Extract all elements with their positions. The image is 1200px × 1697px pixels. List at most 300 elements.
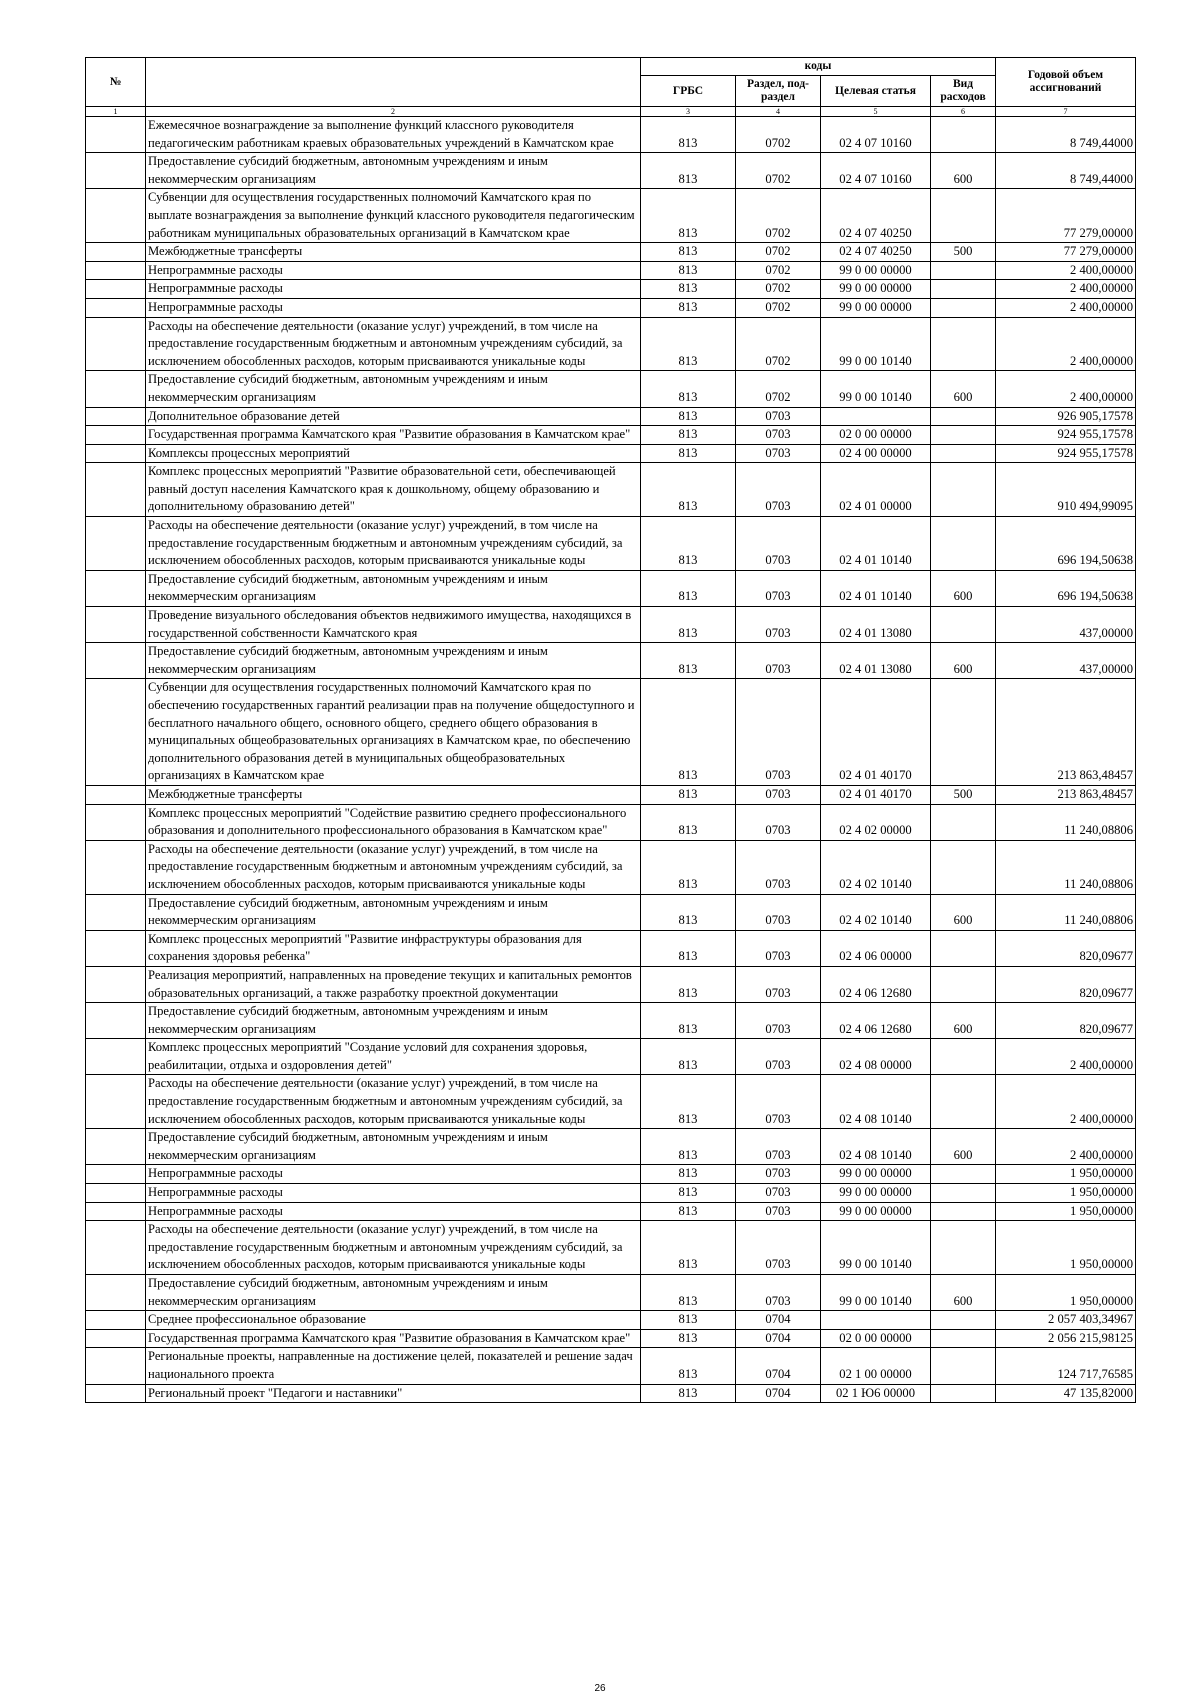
row-name-cell: Предоставление субсидий бюджетным, автономным учреждениям и иным некоммерческим организациям (146, 371, 641, 407)
row-grbs-cell: 813 (641, 1329, 736, 1348)
row-target-cell: 02 4 08 10140 (821, 1075, 931, 1129)
row-number-cell (86, 261, 146, 280)
row-name-cell: Предоставление субсидий бюджетным, автономным учреждениям и иным некоммерческим организациям (146, 894, 641, 930)
row-section-cell: 0703 (736, 1039, 821, 1075)
row-exp-type-cell (931, 261, 996, 280)
row-exp-type-cell (931, 1221, 996, 1275)
row-grbs-cell: 813 (641, 1311, 736, 1330)
row-amount-cell: 213 863,48457 (996, 679, 1136, 786)
row-section-cell: 0702 (736, 189, 821, 243)
column-number: 3 (641, 107, 736, 117)
row-target-cell: 02 1 Ю6 00000 (821, 1384, 931, 1403)
row-exp-type-cell (931, 1329, 996, 1348)
table-row (86, 117, 1136, 153)
table-row (86, 243, 1136, 262)
row-name-cell: Непрограммные расходы (146, 1202, 641, 1221)
row-number-cell (86, 607, 146, 643)
row-section-cell: 0703 (736, 444, 821, 463)
header-exp-type: Вид расходов (931, 76, 996, 107)
row-number-cell (86, 407, 146, 426)
row-number-cell (86, 117, 146, 153)
row-amount-cell: 437,00000 (996, 643, 1136, 679)
row-number-cell (86, 894, 146, 930)
row-amount-cell: 2 400,00000 (996, 280, 1136, 299)
row-name-cell: Непрограммные расходы (146, 261, 641, 280)
row-name-cell: Ежемесячное вознаграждение за выполнение функций классного руководителя педагогическим работникам краевых образовательных учреждений в Камчатском крае (146, 117, 641, 153)
table-row (86, 607, 1136, 643)
row-grbs-cell: 813 (641, 243, 736, 262)
row-section-cell: 0703 (736, 930, 821, 966)
column-number: 6 (931, 107, 996, 117)
row-number-cell (86, 189, 146, 243)
row-amount-cell: 124 717,76585 (996, 1348, 1136, 1384)
row-target-cell: 02 1 00 00000 (821, 1348, 931, 1384)
row-grbs-cell: 813 (641, 1348, 736, 1384)
row-target-cell: 99 0 00 00000 (821, 1202, 931, 1221)
row-target-cell: 02 4 01 40170 (821, 785, 931, 804)
row-name-cell: Комплекс процессных мероприятий "Развитие инфраструктуры образования для сохранения здоровья ребенка" (146, 930, 641, 966)
row-number-cell (86, 1329, 146, 1348)
header-target: Целевая статья (821, 76, 931, 107)
row-grbs-cell: 813 (641, 1202, 736, 1221)
row-grbs-cell: 813 (641, 1129, 736, 1165)
header-name (146, 58, 641, 107)
header-num: № (86, 58, 146, 107)
row-exp-type-cell (931, 1311, 996, 1330)
row-exp-type-cell (931, 426, 996, 445)
row-section-cell: 0703 (736, 1202, 821, 1221)
row-grbs-cell: 813 (641, 426, 736, 445)
row-amount-cell: 924 955,17578 (996, 444, 1136, 463)
row-name-cell: Государственная программа Камчатского края "Развитие образования в Камчатском крае" (146, 1329, 641, 1348)
row-section-cell: 0703 (736, 643, 821, 679)
row-target-cell: 02 0 00 00000 (821, 426, 931, 445)
row-target-cell: 02 4 01 00000 (821, 463, 931, 517)
row-name-cell: Комплексы процессных мероприятий (146, 444, 641, 463)
row-number-cell (86, 679, 146, 786)
row-exp-type-cell (931, 444, 996, 463)
row-grbs-cell: 813 (641, 930, 736, 966)
column-number: 4 (736, 107, 821, 117)
row-section-cell: 0703 (736, 426, 821, 445)
row-number-cell (86, 1348, 146, 1384)
row-exp-type-cell (931, 679, 996, 786)
table-row (86, 426, 1136, 445)
row-target-cell: 02 4 01 10140 (821, 517, 931, 571)
row-number-cell (86, 298, 146, 317)
row-exp-type-cell (931, 1384, 996, 1403)
row-amount-cell: 11 240,08806 (996, 894, 1136, 930)
row-exp-type-cell (931, 463, 996, 517)
row-section-cell: 0703 (736, 1184, 821, 1203)
row-amount-cell: 696 194,50638 (996, 517, 1136, 571)
row-section-cell: 0703 (736, 407, 821, 426)
row-grbs-cell: 813 (641, 1184, 736, 1203)
table-row (86, 1165, 1136, 1184)
row-number-cell (86, 1311, 146, 1330)
row-target-cell: 02 4 08 00000 (821, 1039, 931, 1075)
table-row (86, 1003, 1136, 1039)
row-grbs-cell: 813 (641, 1384, 736, 1403)
column-number: 2 (146, 107, 641, 117)
table-row (86, 1202, 1136, 1221)
table-row (86, 679, 1136, 786)
row-exp-type-cell (931, 189, 996, 243)
row-number-cell (86, 153, 146, 189)
row-target-cell: 02 4 07 40250 (821, 243, 931, 262)
row-name-cell: Региональные проекты, направленные на достижение целей, показателей и решение задач национального проекта (146, 1348, 641, 1384)
row-number-cell (86, 570, 146, 606)
row-exp-type-cell: 600 (931, 894, 996, 930)
row-target-cell: 02 4 02 10140 (821, 840, 931, 894)
column-number: 1 (86, 107, 146, 117)
row-exp-type-cell (931, 1348, 996, 1384)
row-exp-type-cell (931, 407, 996, 426)
row-section-cell: 0703 (736, 517, 821, 571)
table-row (86, 153, 1136, 189)
table-row (86, 444, 1136, 463)
row-name-cell: Расходы на обеспечение деятельности (оказание услуг) учреждений, в том числе на предоставление государственным бюджетным и автономным учреждениям субсидий, за исключением обособленных расходов, которым присваиваются уникальные коды (146, 840, 641, 894)
row-number-cell (86, 1184, 146, 1203)
row-grbs-cell: 813 (641, 785, 736, 804)
table-header (86, 58, 1136, 117)
row-amount-cell: 8 749,44000 (996, 153, 1136, 189)
row-amount-cell: 1 950,00000 (996, 1275, 1136, 1311)
row-section-cell: 0703 (736, 1221, 821, 1275)
row-section-cell: 0703 (736, 607, 821, 643)
row-number-cell (86, 317, 146, 371)
row-grbs-cell: 813 (641, 280, 736, 299)
row-exp-type-cell (931, 930, 996, 966)
column-number: 5 (821, 107, 931, 117)
row-section-cell: 0702 (736, 243, 821, 262)
row-section-cell: 0702 (736, 153, 821, 189)
page-number: 26 (594, 1683, 606, 1694)
row-name-cell: Предоставление субсидий бюджетным, автономным учреждениям и иным некоммерческим организациям (146, 570, 641, 606)
row-number-cell (86, 930, 146, 966)
row-amount-cell: 77 279,00000 (996, 189, 1136, 243)
row-grbs-cell: 813 (641, 894, 736, 930)
row-target-cell: 02 4 02 00000 (821, 804, 931, 840)
column-number: 7 (996, 107, 1136, 117)
row-name-cell: Расходы на обеспечение деятельности (оказание услуг) учреждений, в том числе на предоставление государственным бюджетным и автономным учреждениям субсидий, за исключением обособленных расходов, которым присваиваются уникальные коды (146, 1221, 641, 1275)
row-target-cell: 99 0 00 10140 (821, 371, 931, 407)
row-number-cell (86, 785, 146, 804)
row-amount-cell: 1 950,00000 (996, 1184, 1136, 1203)
row-name-cell: Предоставление субсидий бюджетным, автономным учреждениям и иным некоммерческим организациям (146, 643, 641, 679)
row-target-cell: 99 0 00 10140 (821, 1275, 931, 1311)
row-exp-type-cell: 600 (931, 1275, 996, 1311)
row-target-cell (821, 1311, 931, 1330)
row-name-cell: Субвенции для осуществления государственных полномочий Камчатского края по выплате вознаграждения за выполнение функций классного руководителя педагогическим работникам муниципальных образовательных организаций в Камчатском крае (146, 189, 641, 243)
row-grbs-cell: 813 (641, 1221, 736, 1275)
table-row (86, 1348, 1136, 1384)
row-grbs-cell: 813 (641, 1075, 736, 1129)
row-exp-type-cell: 500 (931, 243, 996, 262)
row-section-cell: 0703 (736, 966, 821, 1002)
budget-table-container (85, 57, 1135, 1403)
row-number-cell (86, 1221, 146, 1275)
row-grbs-cell: 813 (641, 261, 736, 280)
row-name-cell: Проведение визуального обследования объектов недвижимого имущества, находящихся в государственной собственности Камчатского края (146, 607, 641, 643)
row-section-cell: 0703 (736, 463, 821, 517)
row-name-cell: Предоставление субсидий бюджетным, автономным учреждениям и иным некоммерческим организациям (146, 1275, 641, 1311)
table-row (86, 570, 1136, 606)
row-name-cell: Расходы на обеспечение деятельности (оказание услуг) учреждений, в том числе на предоставление государственным бюджетным и автономным учреждениям субсидий, за исключением обособленных расходов, которым присваиваются уникальные коды (146, 1075, 641, 1129)
row-exp-type-cell (931, 607, 996, 643)
row-target-cell: 99 0 00 10140 (821, 317, 931, 371)
row-amount-cell: 820,09677 (996, 966, 1136, 1002)
row-section-cell: 0703 (736, 894, 821, 930)
table-row (86, 643, 1136, 679)
table-row (86, 804, 1136, 840)
row-number-cell (86, 1039, 146, 1075)
row-target-cell: 02 4 06 12680 (821, 1003, 931, 1039)
row-number-cell (86, 1003, 146, 1039)
row-grbs-cell: 813 (641, 517, 736, 571)
row-target-cell: 02 4 01 13080 (821, 607, 931, 643)
row-target-cell: 99 0 00 00000 (821, 1165, 931, 1184)
row-number-cell (86, 280, 146, 299)
header-section: Раздел, под- раздел (736, 76, 821, 107)
row-amount-cell: 2 400,00000 (996, 1075, 1136, 1129)
row-grbs-cell: 813 (641, 966, 736, 1002)
row-number-cell (86, 517, 146, 571)
row-target-cell: 02 4 07 40250 (821, 189, 931, 243)
row-name-cell: Реализация мероприятий, направленных на проведение текущих и капитальных ремонтов образовательных организаций, а также разработку проектной документации (146, 966, 641, 1002)
row-amount-cell: 2 400,00000 (996, 371, 1136, 407)
row-name-cell: Комплекс процессных мероприятий "Развитие образовательной сети, обеспечивающей равный доступ населения Камчатского края к дошкольному, общему образованию и дополнительному образованию детей" (146, 463, 641, 517)
row-amount-cell: 437,00000 (996, 607, 1136, 643)
table-row (86, 894, 1136, 930)
table-row (86, 463, 1136, 517)
row-number-cell (86, 1165, 146, 1184)
row-target-cell: 02 4 08 10140 (821, 1129, 931, 1165)
row-target-cell (821, 407, 931, 426)
row-amount-cell: 924 955,17578 (996, 426, 1136, 445)
row-amount-cell: 820,09677 (996, 930, 1136, 966)
row-section-cell: 0702 (736, 117, 821, 153)
table-row (86, 785, 1136, 804)
row-section-cell: 0702 (736, 371, 821, 407)
row-target-cell: 02 4 06 00000 (821, 930, 931, 966)
row-exp-type-cell: 600 (931, 371, 996, 407)
table-body (86, 117, 1136, 1403)
row-amount-cell: 2 057 403,34967 (996, 1311, 1136, 1330)
row-exp-type-cell (931, 317, 996, 371)
row-section-cell: 0704 (736, 1311, 821, 1330)
row-exp-type-cell: 600 (931, 643, 996, 679)
table-row (86, 1311, 1136, 1330)
row-grbs-cell: 813 (641, 643, 736, 679)
table-row (86, 517, 1136, 571)
row-section-cell: 0704 (736, 1329, 821, 1348)
table-row (86, 1275, 1136, 1311)
header-codes: коды (641, 58, 996, 76)
row-grbs-cell: 813 (641, 570, 736, 606)
table-row (86, 1039, 1136, 1075)
row-section-cell: 0703 (736, 1275, 821, 1311)
row-grbs-cell: 813 (641, 444, 736, 463)
row-section-cell: 0704 (736, 1384, 821, 1403)
row-name-cell: Среднее профессиональное образование (146, 1311, 641, 1330)
row-amount-cell: 926 905,17578 (996, 407, 1136, 426)
row-section-cell: 0703 (736, 1003, 821, 1039)
row-exp-type-cell: 600 (931, 1003, 996, 1039)
row-number-cell (86, 426, 146, 445)
row-grbs-cell: 813 (641, 840, 736, 894)
table-row (86, 930, 1136, 966)
row-amount-cell: 820,09677 (996, 1003, 1136, 1039)
row-amount-cell: 8 749,44000 (996, 117, 1136, 153)
budget-table (85, 57, 1136, 1403)
row-grbs-cell: 813 (641, 1275, 736, 1311)
row-number-cell (86, 1384, 146, 1403)
row-number-cell (86, 804, 146, 840)
row-target-cell: 02 4 07 10160 (821, 117, 931, 153)
row-name-cell: Непрограммные расходы (146, 280, 641, 299)
row-grbs-cell: 813 (641, 1039, 736, 1075)
row-grbs-cell: 813 (641, 317, 736, 371)
row-section-cell: 0702 (736, 280, 821, 299)
row-target-cell: 02 4 06 12680 (821, 966, 931, 1002)
row-exp-type-cell (931, 1202, 996, 1221)
row-target-cell: 99 0 00 10140 (821, 1221, 931, 1275)
row-target-cell: 02 4 02 10140 (821, 894, 931, 930)
row-number-cell (86, 444, 146, 463)
header-volume: Годовой объем ассигнований (996, 58, 1136, 107)
row-target-cell: 99 0 00 00000 (821, 261, 931, 280)
column-numbers-row (86, 107, 1136, 117)
row-number-cell (86, 643, 146, 679)
table-row (86, 1075, 1136, 1129)
row-exp-type-cell (931, 280, 996, 299)
row-section-cell: 0702 (736, 261, 821, 280)
table-row (86, 189, 1136, 243)
row-name-cell: Непрограммные расходы (146, 1165, 641, 1184)
row-target-cell: 99 0 00 00000 (821, 280, 931, 299)
row-exp-type-cell (931, 1165, 996, 1184)
row-exp-type-cell (931, 840, 996, 894)
table-row (86, 1184, 1136, 1203)
row-amount-cell: 910 494,99095 (996, 463, 1136, 517)
row-exp-type-cell: 600 (931, 570, 996, 606)
row-exp-type-cell (931, 117, 996, 153)
table-row (86, 261, 1136, 280)
row-section-cell: 0703 (736, 785, 821, 804)
row-grbs-cell: 813 (641, 1003, 736, 1039)
row-amount-cell: 2 400,00000 (996, 298, 1136, 317)
row-amount-cell: 1 950,00000 (996, 1202, 1136, 1221)
row-section-cell: 0703 (736, 1075, 821, 1129)
row-exp-type-cell: 600 (931, 153, 996, 189)
row-name-cell: Межбюджетные трансферты (146, 243, 641, 262)
row-amount-cell: 2 056 215,98125 (996, 1329, 1136, 1348)
row-number-cell (86, 371, 146, 407)
table-row (86, 966, 1136, 1002)
row-section-cell: 0703 (736, 1129, 821, 1165)
row-section-cell: 0703 (736, 1165, 821, 1184)
table-row (86, 840, 1136, 894)
row-grbs-cell: 813 (641, 804, 736, 840)
row-number-cell (86, 1275, 146, 1311)
row-exp-type-cell: 500 (931, 785, 996, 804)
row-name-cell: Субвенции для осуществления государственных полномочий Камчатского края по обеспечению государственных гарантий реализации прав на получение общедоступного и бесплатного начального общего, основного общего, среднего общего образования в муниципальных общеобразовательных организациях в Камчатском крае, по обеспечению дополнительного образования детей в муниципальных общеобразовательных организациях в Камчатском крае (146, 679, 641, 786)
row-number-cell (86, 840, 146, 894)
row-exp-type-cell (931, 966, 996, 1002)
row-section-cell: 0702 (736, 298, 821, 317)
row-name-cell: Государственная программа Камчатского края "Развитие образования в Камчатском крае" (146, 426, 641, 445)
table-row (86, 298, 1136, 317)
row-target-cell: 02 4 00 00000 (821, 444, 931, 463)
row-number-cell (86, 966, 146, 1002)
row-exp-type-cell (931, 298, 996, 317)
row-amount-cell: 213 863,48457 (996, 785, 1136, 804)
row-name-cell: Комплекс процессных мероприятий "Создание условий для сохранения здоровья, реабилитации, отдыха и оздоровления детей" (146, 1039, 641, 1075)
table-row (86, 1129, 1136, 1165)
row-amount-cell: 2 400,00000 (996, 1039, 1136, 1075)
table-row (86, 1329, 1136, 1348)
row-section-cell: 0704 (736, 1348, 821, 1384)
row-name-cell: Предоставление субсидий бюджетным, автономным учреждениям и иным некоммерческим организациям (146, 153, 641, 189)
table-row (86, 407, 1136, 426)
table-row (86, 1221, 1136, 1275)
row-amount-cell: 77 279,00000 (996, 243, 1136, 262)
table-row (86, 280, 1136, 299)
header-grbs: ГРБС (641, 76, 736, 107)
row-name-cell: Региональный проект "Педагоги и наставники" (146, 1384, 641, 1403)
row-target-cell: 02 4 07 10160 (821, 153, 931, 189)
row-target-cell: 02 4 01 10140 (821, 570, 931, 606)
row-amount-cell: 11 240,08806 (996, 840, 1136, 894)
row-exp-type-cell (931, 1039, 996, 1075)
row-section-cell: 0703 (736, 840, 821, 894)
row-amount-cell: 2 400,00000 (996, 1129, 1136, 1165)
row-name-cell: Предоставление субсидий бюджетным, автономным учреждениям и иным некоммерческим организациям (146, 1003, 641, 1039)
row-section-cell: 0703 (736, 679, 821, 786)
row-name-cell: Непрограммные расходы (146, 1184, 641, 1203)
row-exp-type-cell (931, 517, 996, 571)
row-grbs-cell: 813 (641, 117, 736, 153)
row-amount-cell: 1 950,00000 (996, 1221, 1136, 1275)
row-section-cell: 0702 (736, 317, 821, 371)
row-grbs-cell: 813 (641, 1165, 736, 1184)
row-grbs-cell: 813 (641, 679, 736, 786)
table-row (86, 317, 1136, 371)
row-grbs-cell: 813 (641, 607, 736, 643)
row-section-cell: 0703 (736, 570, 821, 606)
row-grbs-cell: 813 (641, 298, 736, 317)
row-name-cell: Предоставление субсидий бюджетным, автономным учреждениям и иным некоммерческим организациям (146, 1129, 641, 1165)
row-exp-type-cell (931, 804, 996, 840)
row-amount-cell: 696 194,50638 (996, 570, 1136, 606)
row-number-cell (86, 243, 146, 262)
row-target-cell: 99 0 00 00000 (821, 1184, 931, 1203)
row-exp-type-cell (931, 1184, 996, 1203)
row-amount-cell: 11 240,08806 (996, 804, 1136, 840)
table-row (86, 1384, 1136, 1403)
row-number-cell (86, 1202, 146, 1221)
row-grbs-cell: 813 (641, 371, 736, 407)
row-target-cell: 99 0 00 00000 (821, 298, 931, 317)
row-exp-type-cell: 600 (931, 1129, 996, 1165)
row-section-cell: 0703 (736, 804, 821, 840)
row-name-cell: Расходы на обеспечение деятельности (оказание услуг) учреждений, в том числе на предоставление государственным бюджетным и автономным учреждениям субсидий, за исключением обособленных расходов, которым присваиваются уникальные коды (146, 317, 641, 371)
row-grbs-cell: 813 (641, 407, 736, 426)
row-number-cell (86, 1129, 146, 1165)
row-grbs-cell: 813 (641, 153, 736, 189)
row-target-cell: 02 4 01 13080 (821, 643, 931, 679)
